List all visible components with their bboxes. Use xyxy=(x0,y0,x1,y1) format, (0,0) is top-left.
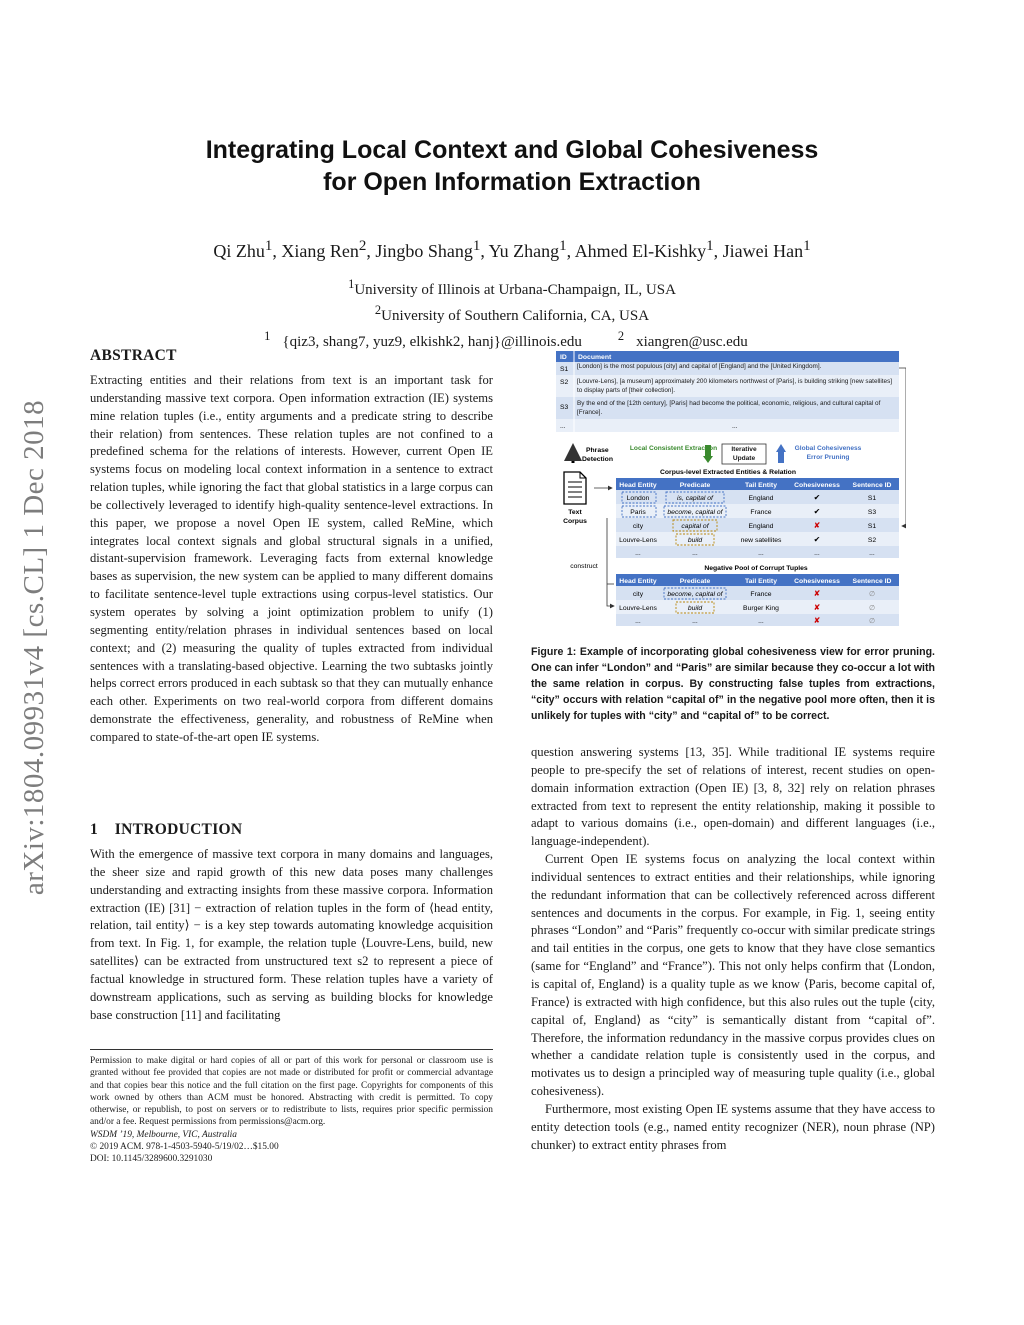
svg-text:Predicate: Predicate xyxy=(679,578,711,585)
doc-text-s1: [London] is the most populous [city] and capital of [England] and the [United Kingdom]. xyxy=(577,363,822,370)
corpus-tail: France xyxy=(750,509,772,516)
svg-text:Sentence ID: Sentence ID xyxy=(852,578,892,585)
local-extraction-label: Local Consistent Extraction xyxy=(629,445,718,452)
intro-para-1-cont: question answering systems [13, 35]. While traditional IE systems require people to pre-specify the set of relations of interest, recent studies on open-domain information extraction (Open IE) [3, 8, 32] rely on relation phrases extracted from text to represent the entity relationship, making it possible to adapt to various domains (i.e., open-domain) and different languages (i.e., language-independent). xyxy=(531,745,935,849)
arxiv-stamp xyxy=(10,360,60,935)
svg-text:...: ... xyxy=(814,550,820,557)
neg-head: city xyxy=(632,591,644,598)
author-list: Qi Zhu$^1$, Xiang Ren$^2$, Jingbo Shang$^1$, Yu Zhang$^1$, Ahmed El-Kishky$^1$, Jiawei Han$^1$ xyxy=(213,238,811,261)
cross-icon: ✘ xyxy=(813,521,821,530)
corpus-table-title: Corpus-level Extracted Entities & Relation xyxy=(660,469,796,476)
doc-text-s2: [Louvre-Lens], [a museum] approximately 200 kilometers northwest of [Paris], is building striking [new satellites] to display parts of [their collection]. xyxy=(577,378,893,394)
neg-pred: become, capital of xyxy=(667,591,723,598)
col-tail-entity: Tail Entity xyxy=(745,482,777,489)
corpus-pred: build xyxy=(687,537,703,544)
svg-text:...: ... xyxy=(635,618,641,625)
email-2[interactable]: $^2$ xiangren@usc.edu xyxy=(617,329,748,350)
svg-text:Tail Entity: Tail Entity xyxy=(745,578,777,585)
phrase-detection-label-2: Detection xyxy=(582,456,613,463)
author: Xiang Ren$^2$ xyxy=(281,238,367,261)
intro-para-2: Current Open IE systems focus on analyzing the local context within individual sentences to extract entities and their relationships, while ignoring the redundant information that can be collectively referenced across different sentences and documents in the corpus. For example, in Fig. 1, seeing entity phrases “London” and “Paris” frequently co-occur with similar predicate strings and tail entities in the corpus, one gets to know that they have close semantics (same for “England” and “France”). This not only helps confirm that ⟨London, is capital of, England⟩ is a quality tuple as we know ⟨Paris, become capital of, France⟩ is extracted with high confidence, but this also rules out the tuple ⟨city, capital of, England⟩ as “city” is semantically distant from “capital of”. Therefore, the information redundancy in the massive corpus provides clues on whether a candidate relation tuple is consistently used in the corpus, and motivates us to design a principled way of measuring tuple quality (i.e., global cohesiveness). xyxy=(531,852,935,1099)
abstract-text: Extracting entities and their relations from text is an important task for understanding massive text corpora. Open information extraction (IE) systems mine relation tuples (i.e., entity arguments and a predicate string to describe their relation) from sentences. These relation tuples are not confined to a predefined schema for the relations of interests. However, current Open IE systems focus on modeling local context information in a sentence to extract relation tuples, while ignoring the fact that global statistics in a large corpus can be collectively leveraged to identify high-quality sentence-level extractions. In this paper, we propose a novel Open IE system, called ReMine, which integrates local context signals and global structural signals in a unified, distant-supervision framework. Leveraging facts from external knowledge bases as supervision, the new system can be applied to many different domains to facilitate sentence-level tuple extractions using corpus-level statistics. Our system operates by solving a joint optimization problem to unify (1) segmenting entity/relation phrases in individual sentences based on local context; and (2) measuring the quality of tuples extracted from individual sentences with a translating-based objective. Learning the two subtasks jointly helps correct errors produced in each subtask so that they can mutually enhance each other. Experiments on two real-world corpora from different domains demonstrate the effectiveness, generality, and robustness of ReMine when compared to state-of-the-art open IE systems. xyxy=(90,373,493,744)
author: Yu Zhang$^1$ xyxy=(488,238,567,261)
corpus-pred: become, capital of xyxy=(667,509,723,516)
doc-id-more: ... xyxy=(560,423,566,430)
author: Jiawei Han$^1$ xyxy=(722,238,811,261)
text-corpus-label-1: Text xyxy=(568,509,582,516)
corpus-pred: is, capital of xyxy=(677,495,713,502)
svg-text:...: ... xyxy=(692,618,698,625)
text-corpus-label-2: Corpus xyxy=(563,518,587,525)
arxiv-id: arXiv:1804.09931v4 [cs.CL] 1 Dec 2018 xyxy=(18,399,51,896)
corpus-head: London xyxy=(626,495,650,502)
author: Qi Zhu$^1$ xyxy=(213,238,273,261)
affiliation-2: $^2$University of Southern California, CA, USA xyxy=(374,303,650,324)
doc-id-s1: S1 xyxy=(560,366,569,373)
neg-table-title: Negative Pool of Corrupt Tuples xyxy=(704,565,808,572)
cross-icon: ✘ xyxy=(813,603,821,612)
svg-text:...: ... xyxy=(758,618,764,625)
intro-right-column xyxy=(531,744,935,1154)
doc-col-document: Document xyxy=(578,354,612,361)
corpus-sid: S1 xyxy=(867,523,877,530)
svg-text:Head Entity: Head Entity xyxy=(619,578,657,585)
svg-text:...: ... xyxy=(758,550,764,557)
acm-footnote xyxy=(90,1049,493,1166)
neg-tail: Burger King xyxy=(743,605,779,612)
empty-set-icon: ∅ xyxy=(869,605,875,612)
cross-icon: ✘ xyxy=(813,616,821,625)
author: Jingbo Shang$^1$ xyxy=(375,238,481,261)
corpus-sid: S3 xyxy=(867,509,877,516)
doi: DOI: 10.1145/3289600.3291030 xyxy=(90,1154,213,1165)
corpus-head: Paris xyxy=(630,509,646,516)
phrase-detection-label-1: Phrase xyxy=(586,447,609,454)
check-icon: ✔ xyxy=(813,535,821,544)
paper-title xyxy=(90,134,934,198)
venue: WSDM ’19, Melbourne, VIC, Australia xyxy=(90,1129,237,1140)
neg-head: Louvre-Lens xyxy=(619,605,657,612)
abstract-body xyxy=(90,372,493,747)
empty-set-icon: ∅ xyxy=(869,591,875,598)
corpus-tail: new satellites xyxy=(740,537,782,544)
doc-id-s2: S2 xyxy=(560,379,569,386)
up-arrow-icon xyxy=(776,444,786,452)
svg-text:...: ... xyxy=(869,550,875,557)
col-predicate: Predicate xyxy=(679,482,711,489)
intro-para-3: Furthermore, most existing Open IE systems assume that they have access to entity detection tools (e.g., named entity recognizer (NER), noun phrase (NP) chunker) to extract entity phrases from xyxy=(531,1101,935,1152)
doc-col-id: ID xyxy=(560,354,567,361)
affiliations xyxy=(90,274,934,352)
permission-text: Permission to make digital or hard copies of all or part of this work for personal or classroom use is granted without fee provided that copies are not made or distributed for profit or commercial advantage and that copies bear this notice and the full citation on the first page. Copyrights for components of this work owned by others than ACM must be honored. Abstracting with credit is permitted. To copy otherwise, or republish, to post on servers or to redistribute to lists, requires prior specific permission and/or a fee. Request permissions from permissions@acm.org. xyxy=(90,1056,493,1128)
neg-tail: France xyxy=(750,591,772,598)
col-sentence-id: Sentence ID xyxy=(852,482,892,489)
affiliation-1: $^1$University of Illinois at Urbana-Champaign, IL, USA xyxy=(348,277,676,298)
document-icon xyxy=(564,472,586,504)
corpus-pred: capital of xyxy=(681,523,709,530)
intro-para-1: With the emergence of massive text corpora in many domains and languages, the sheer size and rapid growth of this new data poses many challenges understanding and extracting insights from these massive corpora. Information extraction (IE) [31] − extraction of relation tuples in the form of ⟨head entity, relation, tail entity⟩ − is a key step towards automating knowledge acquisition from text. In Fig. 1, for example, the relation tuple ⟨Louvre-Lens, build, new satellites⟩ can be extracted from unstructured text s2 to represent a piece of factual knowledge in structured form. These relation tuples have a variety of downstream applications, such as serving as building blocks for knowledge base construction [11] and facilitating xyxy=(90,847,493,1022)
construct-label: construct xyxy=(570,563,598,570)
corpus-head: city xyxy=(632,523,644,530)
figure-diagram xyxy=(556,348,906,633)
figure-caption: Figure 1: Example of incorporating global cohesiveness view for error pruning. One can infer “London” and “Paris” are similar because they co-occur a lot with the same relation in corpus. By constructing false tuples from extractions, “city” occurs with relation “capital of” in the negative pool more often, then it is unlikely for tuples with “city” and “capital of” to be correct. xyxy=(531,646,935,722)
cross-icon: ✘ xyxy=(813,589,821,598)
corpus-tail: England xyxy=(748,523,774,530)
check-icon: ✔ xyxy=(813,493,821,502)
email-1[interactable]: $^1$ {qiz3, shang7, yuz9, elkishk2, hanj}@illinois.edu xyxy=(264,329,582,350)
svg-text:Cohesiveness: Cohesiveness xyxy=(794,578,840,585)
empty-set-icon: ∅ xyxy=(869,618,875,625)
check-icon: ✔ xyxy=(813,507,821,516)
doc-text-more: ... xyxy=(732,423,738,430)
title-line-2: for Open Information Extraction xyxy=(323,168,701,196)
abstract-heading: ABSTRACT xyxy=(90,347,177,364)
doc-text-s3: By the end of the [12th century], [Paris] had become the political, economic, religious, and cultural capital of [France]. xyxy=(577,400,881,416)
neg-pred: build xyxy=(687,605,703,612)
iterative-update-label: Iterative Update xyxy=(731,446,757,462)
doc-id-s3: S3 xyxy=(560,404,569,411)
corpus-head: Louvre-Lens xyxy=(619,537,657,544)
title-line-1: Integrating Local Context and Global Cohesiveness xyxy=(205,136,819,164)
intro-heading: 1 INTRODUCTION xyxy=(90,821,243,838)
figure-1 xyxy=(556,348,906,633)
author: Ahmed El-Kishky$^1$ xyxy=(574,238,714,261)
svg-text:...: ... xyxy=(635,550,641,557)
col-head-entity: Head Entity xyxy=(619,482,657,489)
corpus-sid: S2 xyxy=(867,537,877,544)
global-pruning-label: Global Cohesiveness Error Pruning xyxy=(794,445,862,461)
col-cohesiveness: Cohesiveness xyxy=(794,482,840,489)
corpus-sid: S1 xyxy=(867,495,877,502)
copyright: © 2019 ACM. 978-1-4503-5940-5/19/02…$15.00 xyxy=(90,1142,279,1153)
corpus-tail: England xyxy=(748,495,774,502)
svg-text:...: ... xyxy=(692,550,698,557)
